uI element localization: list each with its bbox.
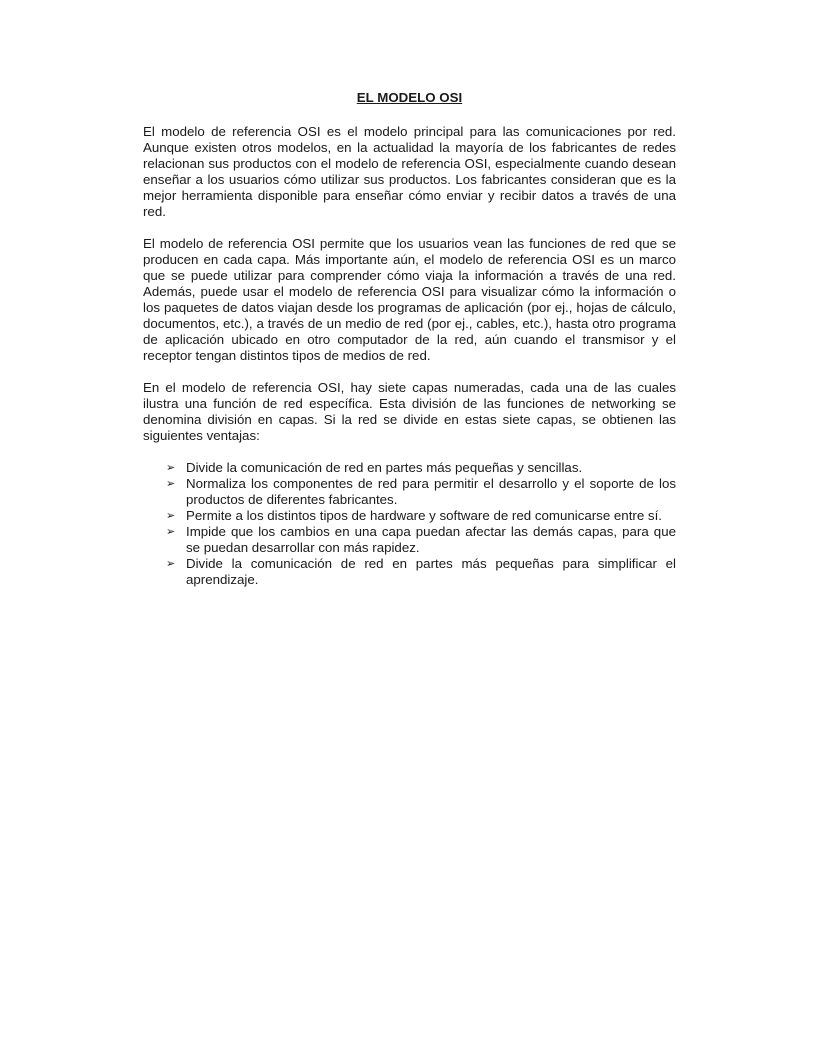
list-item [166,556,676,588]
list-item [166,524,676,556]
paragraph-seven-layers: En el modelo de referencia OSI, hay siete capas numeradas, cada una de las cuales ilustra una función de red específica. Esta división de las funciones de networking se denomina división en capas. Si la red se divide en estas siete capas, se obtienen las siguientes ventajas: [143,380,676,443]
list-item-text: Divide la comunicación de red en partes más pequeñas y sencillas. [186,460,583,475]
list-item-text: Permite a los distintos tipos de hardware y software de red comunicarse entre sí. [186,508,662,523]
arrowhead-bullet-icon: ➢ [166,478,176,490]
paragraph-intro: El modelo de referencia OSI es el modelo principal para las comunicaciones por red. Aunque existen otros modelos, en la actualidad la mayoría de los fabricantes de redes relacionan sus productos con el modelo de referencia OSI, especialmente cuando desean enseñar a los usuarios cómo utilizar sus productos. Los fabricantes consideran que es la mejor herramienta disponible para enseñar cómo enviar y recibir datos a través de una red. [143,124,676,219]
document-title: EL MODELO OSI [356,90,463,105]
document-page [143,90,676,588]
paragraph-osi-functions: El modelo de referencia OSI permite que los usuarios vean las funciones de red que se producen en cada capa. Más importante aún, el modelo de referencia OSI es un marco que se puede utilizar para comprender cómo viaja la información a través de una red. Además, puede usar el modelo de referencia OSI para visualizar cómo la información o los paquetes de datos viajan desde los programas de aplicación (por ej., hojas de cálculo, documentos, etc.), a través de un medio de red (por ej., cables, etc.), hasta otro programa de aplicación ubicado en otro computador de la red, aún cuando el transmisor y el receptor tengan distintos tipos de medios de red. [143,236,676,363]
list-item [166,460,676,476]
advantages-list [143,460,676,588]
arrowhead-bullet-icon: ➢ [166,462,176,474]
arrowhead-bullet-icon: ➢ [166,558,176,570]
arrowhead-bullet-icon: ➢ [166,526,176,538]
list-item-text: Impide que los cambios en una capa puedan afectar las demás capas, para que se puedan desarrollar con más rapidez. [186,524,676,555]
list-item-text: Normaliza los componentes de red para permitir el desarrollo y el soporte de los productos de diferentes fabricantes. [186,476,676,507]
list-item [166,476,676,508]
list-item [166,508,676,524]
arrowhead-bullet-icon: ➢ [166,510,176,522]
list-item-text: Divide la comunicación de red en partes más pequeñas para simplificar el aprendizaje. [186,556,676,587]
